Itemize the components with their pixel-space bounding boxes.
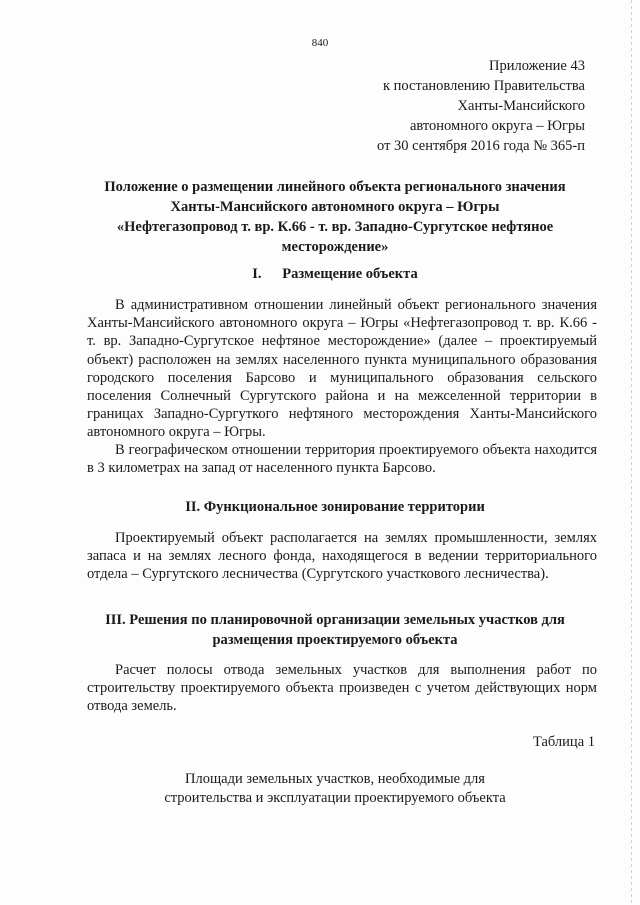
section-2-heading: II. Функциональное зонирование территории <box>185 499 485 515</box>
appendix-line: к постановлению Правительства <box>383 78 585 94</box>
document-title <box>70 177 600 257</box>
appendix-line: Приложение 43 <box>489 58 585 74</box>
title-line: месторождение» <box>281 239 389 255</box>
appendix-line: автономного округа – Югры <box>409 118 585 134</box>
page-number: 840 <box>311 37 329 49</box>
title-line: Ханты-Мансийского автономного округа – Югры <box>170 199 500 215</box>
section-1-number: I. <box>252 266 262 282</box>
section-3-title-line: III. Решения по планировочной организации земельных участков для <box>105 612 565 628</box>
table-caption-line: Площади земельных участков, необходимые для <box>185 771 485 787</box>
scan-edge <box>631 0 632 905</box>
section-1-title: Размещение объекта <box>282 266 418 282</box>
section-1-paragraph-1: В административном отношении линейный объект регионального значения Ханты-Мансийского автономного округа – Югры «Нефтегазопровод т. вр. К.66 - т. вр. Западно-Сургутское нефтяное месторождение» (далее – проектируемый объект) расположен на землях населенного пункта муниципального образования городского поселения Барсово и муниципального образования сельского поселения Солнечный Сургутского района и на межселенной территории в границах Западно-Сургуткого нефтяного месторождения Ханты-Мансийского автономного округа – Югры. <box>87 297 597 441</box>
section-3-heading <box>70 610 600 650</box>
section-1-paragraph-2: В географическом отношении территория проектируемого объекта находится в 3 километрах на запад от населенного пункта Барсово. <box>87 442 597 477</box>
section-1-heading <box>70 264 600 284</box>
appendix-header <box>377 56 585 156</box>
section-3-paragraph: Расчет полосы отвода земельных участков для выполнения работ по строительству проектируемого объекта произведен с учетом действующих норм отвода земель. <box>87 662 597 715</box>
table-label: Таблица 1 <box>532 734 595 750</box>
appendix-line: от 30 сентября 2016 года № 365-п <box>377 138 585 154</box>
title-line: Положение о размещении линейного объекта регионального значения <box>104 179 566 195</box>
title-line: «Нефтегазопровод т. вр. К.66 - т. вр. Западно-Сургутское нефтяное <box>116 219 554 235</box>
section-2-paragraph: Проектируемый объект располагается на землях промышленности, землях запаса и на землях лесного фонда, находящегося в ведении территориального отдела – Сургутского лесничества (Сургутского участкового лесничества). <box>87 530 597 583</box>
appendix-line: Ханты-Мансийского <box>457 98 585 114</box>
table-caption <box>70 770 600 808</box>
section-3-title-line: размещения проектируемого объекта <box>212 632 458 648</box>
table-caption-line: строительства и эксплуатации проектируемого объекта <box>164 790 506 806</box>
